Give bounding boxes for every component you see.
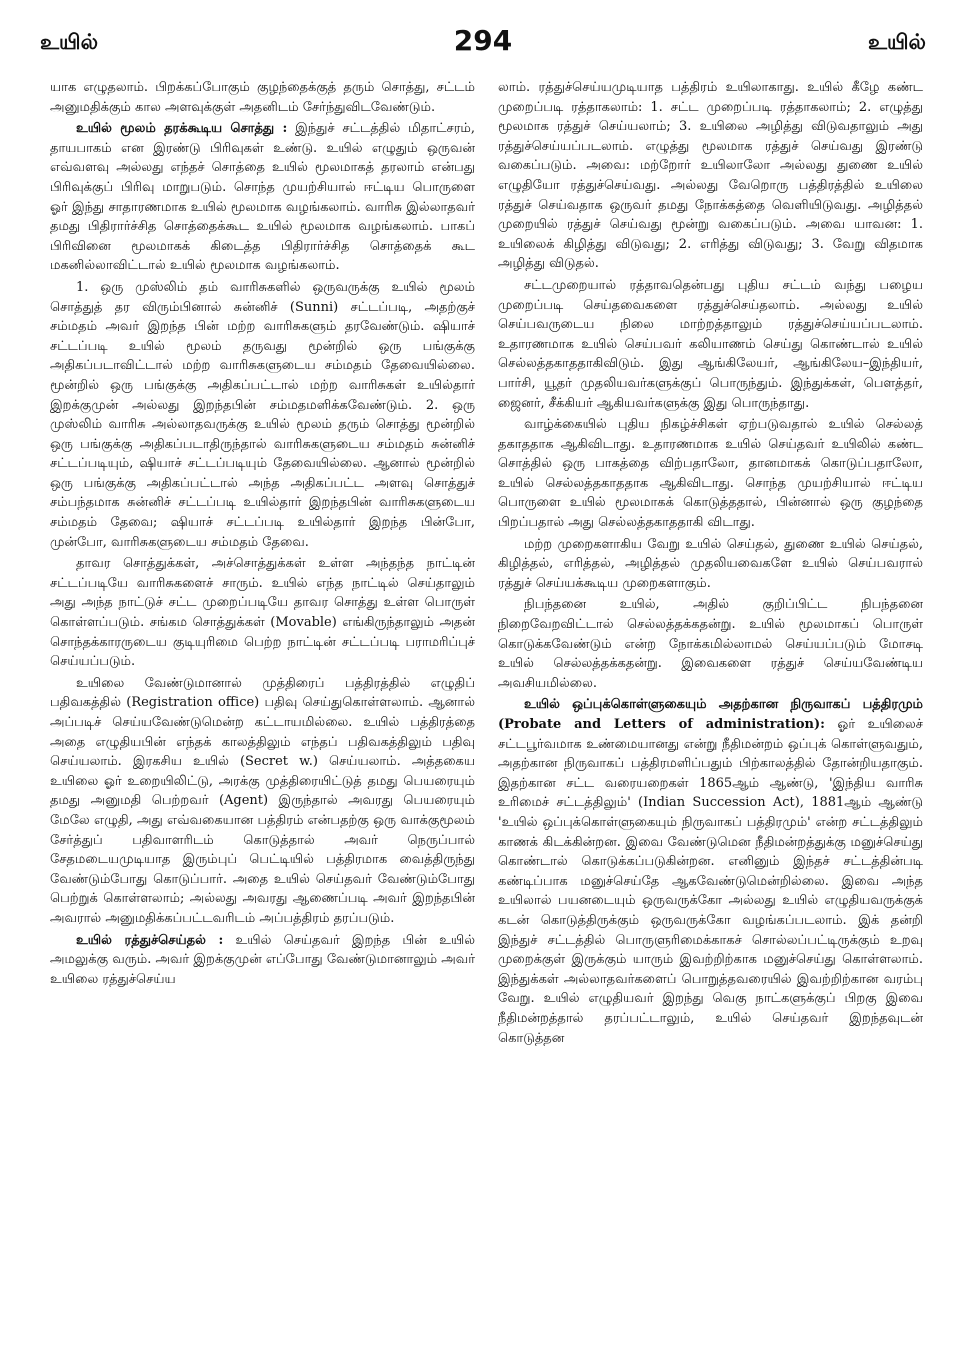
paragraph-text: தாவர சொத்துக்கள், அச்சொத்துக்கள் உள்ள அந்தந்த நாட்டின் சட்டப்படியே வாரிசுகளைச் சாரும். உயில் எந்த நாட்டில் செய்தாலும் அது அந்த நாட்டுச் சட்ட முறைப்படியே தாவர சொத்து உள்ள பொருள் கொள்ளப்படும். சங்கம சொத்துக்கள் (Movable) எங்கிருந்தாலும் அதன் சொந்தக்காரருடைய குடியுரிமை பெற்ற நாட்டின் சட்டப்படி பராமரிப்புச் செய்யப்படும். xyxy=(50,556,475,670)
paragraph xyxy=(498,595,923,693)
paragraph-text: உயிலை வேண்டுமானால் முத்திரைப் பத்திரத்தில் எழுதிப் பதிவகத்தில் (Registration office) பதிவு செய்துகொள்ளலாம். ஆனால் அப்படிச் செய்யவேண்டுமென்ற கட்டாயமில்லை. உயில் பத்திரத்தை அதை எழுதியபின் எந்தக் காலத்திலும் எந்தப் பதிவகத்திலும் பதிவு செய்யலாம். இரகசிய உயில் (Secret w.) செய்யலாம். அத்தகைய உயிலை ஓர் உறையிலிட்டு, அரக்கு முத்திரையிட்டுத் தமது பெயரையும் தமது அனுமதி பெற்றவர் (Agent) இருந்தால் அவரது பெயரையும் மேலே எழுதி, அது எவ்வகையான பத்திரம் என்பதற்கு ஒரு வாக்குமூலம் சேர்த்துப் பதிவாளரிடம் கொடுத்தால் அவர் நெருப்பால் சேதமடையமுடியாத இரும்புப் பெட்டியில் பத்திரமாக வைத்திருந்து வேண்டும்போது கொடுப்பார். அதை உயில் செய்தவர் வேண்டும்போது பெற்றுக் கொள்ளலாம்; அல்லது அவரது ஆணைப்படி அவர் இறந்தபின் அவரால் அனுமதிக்கப்பட்டவரிடம் அப்பத்திரம் தரப்படும். xyxy=(50,675,475,926)
page-header xyxy=(40,22,926,62)
paragraph xyxy=(498,78,923,274)
paragraph xyxy=(498,695,923,1048)
running-head-left: உயில் xyxy=(40,30,99,54)
right-column xyxy=(498,78,923,1350)
paragraph-text: சட்டமுறையால் ரத்தாவதென்பது புதிய சட்டம் வந்து பழைய முறைப்படி செய்தவைகளை ரத்துச்செய்தலாம். அல்லது உயில் செய்பவருடைய நிலை மாற்றத்தாலும் ரத்துச்செய்யப்படலாம். உதாரணமாக உயில் செய்பவர் கலியாணம் செய்து கொண்டால் உயில் செல்லத்தகாததாகிவிடும். இது ஆங்கிலேயர், ஆங்கிலேய–இந்தியர், பார்சி, யூதர் முதலியவர்களுக்குப் பொருந்தும். இந்துக்கள், பௌத்தர், ஜைனர், சீக்கியர் ஆகியவர்களுக்கு இது பொருந்தாது. xyxy=(498,277,923,411)
paragraph-text: இந்துச் சட்டத்தில் மிதாட்சரம், தாயபாகம் என இரண்டு பிரிவுகள் உண்டு. உயில் எழுதும் ஒருவன் எவ்வளவு அல்லது எந்தச் சொத்தை உயில் மூலமாகத் தரலாம் என்பது பிரிவுக்குப் பிரிவு மாறுபடும். சொந்த முயற்சியால் ஈட்டிய பொருளை ஓர் இந்து சாதாரணமாக உயில் மூலமாக வழங்கலாம். வாரிசு இல்லாதவர் தமது பிதிரார்ச்சித சொத்தைக்கூட உயில் மூலமாக வழங்கலாம். பாகப் பிரிவினை மூலமாகக் கிடைத்த பிதிரார்ச்சித சொத்தைக் கூட மகனில்லாவிட்டால் உயில் மூலமாக வழங்கலாம். xyxy=(50,121,475,274)
paragraph xyxy=(50,554,475,672)
running-head-right: உயில் xyxy=(867,30,926,54)
paragraph-text: மற்ற முறைகளாகிய வேறு உயில் செய்தல், துணை உயில் செய்தல், கிழித்தல், எரித்தல், அழித்தல் முதலியவைகளே உயில் செய்பவரால் ரத்துச் செய்யக்கூடிய முறைகளாகும். xyxy=(498,536,923,591)
paragraph-text: லாம். ரத்துச்செய்யமுடியாத பத்திரம் உயிலாகாது. உயில் கீழே கண்ட முறைப்படி ரத்தாகலாம்: 1. சட்ட முறைப்படி ரத்தாகலாம்; 2. எழுத்து மூலமாக ரத்துச் செய்யலாம்; 3. உயிலை அழித்து விடுவதாலும் அது ரத்துச்செய்யப்படலாம். எழுத்து மூலமாக ரத்துச் செய்வது இரண்டு வகைப்படும். அவை: மற்றோர் உயிலாலோ அல்லது துணை உயில் எழுதியோ ரத்துச்செய்வது. அல்லது வேறொரு பத்திரத்தில் உயிலை ரத்துச் செய்வதாக ஒருவர் தமது நோக்கத்தை வெளியிடுவது. அழித்தல் முறையில் ரத்துச் செய்வது மூன்று வகைப்படும். அவை யாவன: 1. உயிலைக் கிழித்து விடுவது; 2. எரித்து விடுவது; 3. வேறு விதமாக அழித்து விடுதல். xyxy=(498,80,923,272)
paragraph xyxy=(498,276,923,413)
page-number: 294 xyxy=(453,24,513,57)
paragraph-lead: உயில் ஒப்புக்கொள்ளுகையும் அதற்கான நிருவாகப் பத்திரமும் (Probate and Letters of administration): xyxy=(498,697,923,732)
paragraph-text: 1. ஒரு முஸ்லிம் தம் வாரிசுகளில் ஒருவருக்கு உயில் மூலம் சொத்துத் தர விரும்பினால் சுன்னிச் (Sunni) சட்டப்படி, அதற்குச் சம்மதம் அவர் இறந்த பின் மற்ற வாரிசுகளும் தரவேண்டும். ஷியாச் சட்டப்படி உயில் மூலம் தருவது மூன்றில் ஒரு பங்குக்கு அதிகப்படாவிட்டால் மற்ற வாரிசுகளுடைய சம்மதம் தேவையில்லை. மூன்றில் ஒரு பங்குக்கு அதிகப்பட்டால் மற்ற வாரிசுகள் உயில்தார் இறக்குமுன் அல்லது இறந்தபின் சம்மதமளிக்கவேண்டும். 2. ஒரு முஸ்லிம் வாரிசு அல்லாதவருக்கு உயில் மூலம் தரும் சொத்து மூன்றில் ஒரு பங்குக்கு அதிகப்படாதிருந்தால் வாரிசுகளுடைய சம்மதம் சுன்னிச் சட்டப்படியும், ஷியாச் சட்டப்படியும் தேவையில்லை. ஆனால் மூன்றில் ஒரு பங்குக்கு அதிகப்பட்டால் அந்த அதிகப்பட்ட அளவு சொத்துச் சம்பந்தமாக சுன்னிச் சட்டப்படி உயில்தார் இறந்தபின் வாரிசுகளுடைய சம்மதம் தேவை; ஷியாச் சட்டப்படி உயில்தார் இறந்த பின்போ, முன்போ, வாரிசுகளுடைய சம்மதம் தேவை. xyxy=(50,279,475,550)
paragraph-text: வாழ்க்கையில் புதிய நிகழ்ச்சிகள் ஏற்படுவதால் உயில் செல்லத் தகாததாக ஆகிவிடாது. உதாரணமாக உயில் செய்தவர் உயிலில் கண்ட சொத்தில் ஒரு பாகத்தை விற்பதாலோ, தானமாகக் கொடுப்பதாலோ, உயில் செல்லத்தகாததாக ஆகிவிடாது. சொந்த முயற்சியால் ஈட்டிய பொருளை உயில் மூலமாகக் கொடுத்ததால், பின்னால் ஒரு குழந்தை பிறப்பதால் அது செல்லத்தகாததாகி விடாது. xyxy=(498,417,923,531)
paragraph-text: உயில் செய்தவர் இறந்த பின் உயில் அமலுக்கு வரும். அவர் இறக்குமுன் எப்போது வேண்டுமானாலும் அவர் உயிலை ரத்துச்செய்ய xyxy=(50,932,475,987)
paragraph xyxy=(50,119,475,276)
paragraph-text: நிபந்தனை உயில், அதில் குறிப்பிட்ட நிபந்தனை நிறைவேறவிட்டால் செல்லத்தக்கதன்று. உயில் மூலமாகப் பொருள் கொடுக்கவேண்டும் என்ற நோக்கமில்லாமல் செய்யப்படும் மோசடி உயில் செல்லத்தக்கதன்று. இவைகளை ரத்துச் செய்யவேண்டிய அவசியமில்லை. xyxy=(498,597,923,691)
paragraph xyxy=(50,674,475,929)
paragraph-lead: உயில் ரத்துச்செய்தல் : xyxy=(76,932,224,948)
paragraph-lead: உயில் மூலம் தரக்கூடிய சொத்து : xyxy=(76,121,288,137)
paragraph xyxy=(498,535,923,594)
left-column xyxy=(50,78,475,1350)
paragraph-text: ஓர் உயிலைச் சட்டபூர்வமாக உண்மையானது என்று நீதிமன்றம் ஒப்புக் கொள்ளுவதும், அதற்கான நிருவாகப் பத்திரமளிப்பதும் பிற்காலத்தில் தோன்றியதாகும். இதற்கான சட்ட வரையறைகள் 1865ஆம் ஆண்டு, 'இந்திய வாரிசு உரிமைச் சட்டத்திலும்' (Indian Succession Act), 1881ஆம் ஆண்டு 'உயில் ஒப்புக்கொள்ளுகையும் நிருவாகப் பத்திரமும்' என்ற சட்டத்திலும் காணக் கிடக்கின்றன. இவை வேண்டுமென நீதிமன்றத்துக்கு மனுச்செய்து கொண்டால் கொடுக்கப்படுகின்றன. எனினும் இந்தச் சட்டத்தின்படி கண்டிப்பாக மனுச்செய்தே ஆகவேண்டுமென்றில்லை. இவை அந்த உயிலால் பயனடையும் ஒருவருக்கோ அல்லது உயில் எழுதியவருக்குக் கடன் கொடுத்திருக்கும் ஒருவருக்கோ வழங்கப்படலாம். இக் தன்றி இந்துச் சட்டத்தில் பொருளுரிமைக்காகச் சொல்லப்பட்டிருக்கும் உறவு முறைக்குள் இருக்கும் யாரும் இவற்றிற்காக மனுச்செய்து கொள்ளலாம். இந்துக்கள் அல்லாதவர்களைப் பொறுத்தவரையில் இவற்றிற்கான வரம்பு வேறு. உயில் எழுதியவர் இறந்து வெகு நாட்களுக்குப் பிறகு இவை நீதிமன்றத்தால் தரப்பட்டாலும், உயில் செய்தவர் இறந்தவுடன் கொடுத்தன xyxy=(498,717,923,1046)
paragraph xyxy=(498,415,923,533)
paragraph-text: யாக எழுதலாம். பிறக்கப்போகும் குழந்தைக்குத் தரும் சொத்து, சட்டம் அனுமதிக்கும் கால அளவுக்குள் அதனிடம் சேர்ந்துவிடவேண்டும். xyxy=(50,80,475,115)
paragraph xyxy=(50,931,475,990)
paragraph xyxy=(50,278,475,552)
paragraph xyxy=(50,78,475,117)
